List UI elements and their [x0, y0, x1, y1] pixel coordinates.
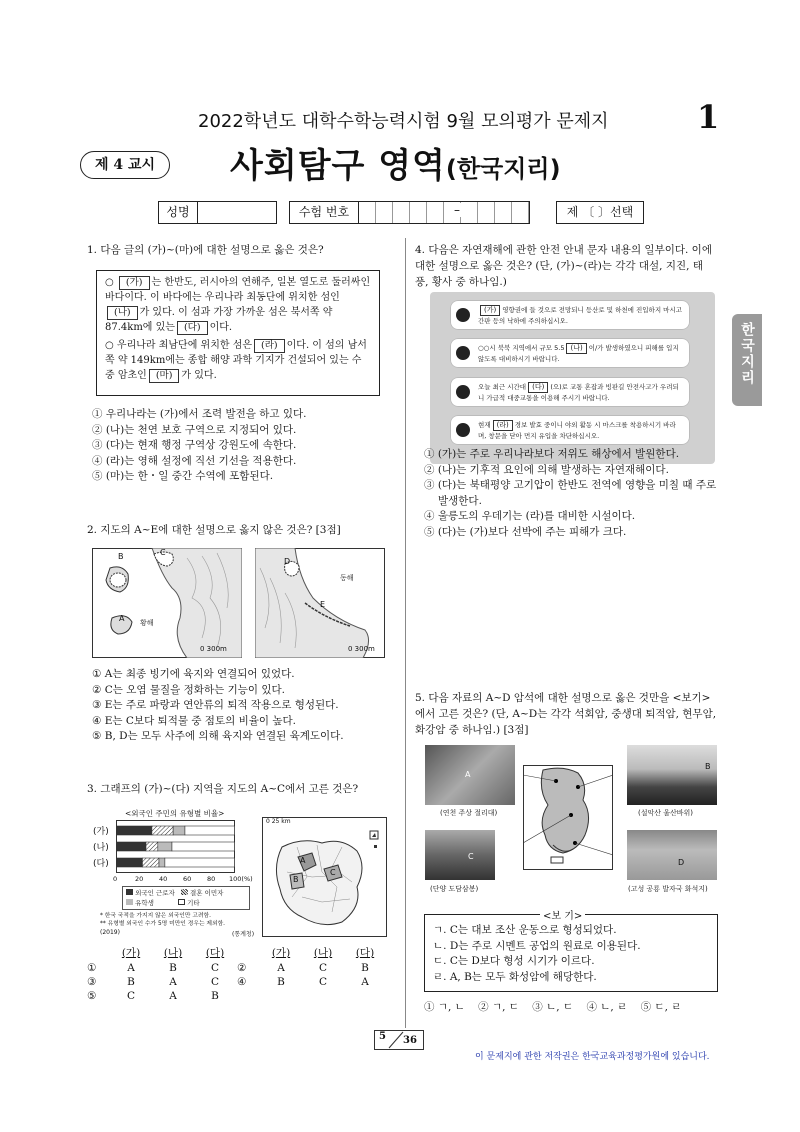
- q4-message-panel: [430, 292, 715, 464]
- q3-answer-header: (가) (나) (다) (가) (나) (다): [121, 947, 375, 959]
- q2-option-3[interactable]: ③ E는 주로 파랑과 연안류의 퇴적 작용으로 형성된다.: [92, 699, 339, 711]
- q3-answer-table: [86, 944, 386, 1003]
- q2-map-left: [92, 548, 242, 658]
- q3-bar-segment: [185, 826, 235, 835]
- q1-stem: 1. 다음 글의 (가)~(마)에 대한 설명으로 옳은 것은?: [87, 244, 324, 256]
- q3-bars: [117, 826, 235, 867]
- q3-bar-segment: [152, 826, 173, 835]
- q5-photo-d: [627, 830, 717, 880]
- name-label: 성명: [158, 201, 198, 224]
- q5-bogi-title: <보 기>: [540, 907, 585, 922]
- tick-100: 100(%): [229, 875, 253, 883]
- alert-blank-da: (다): [528, 382, 548, 393]
- page-total: 36: [403, 1035, 417, 1046]
- speaker-icon: [456, 346, 470, 360]
- q5-bogi-list: [433, 923, 641, 985]
- q3-source: (통계청): [232, 931, 255, 938]
- q1-passage: [96, 270, 380, 396]
- q3-map-scale: 0 25 km: [266, 818, 291, 825]
- q5-caption-b: (설악산 울산바위): [638, 809, 694, 817]
- q2-label-sea1: 황해: [140, 619, 154, 627]
- q2-label-e: E: [320, 600, 326, 609]
- q5-caption-d: (고성 공룡 발자국 화석지): [628, 885, 708, 893]
- q3-legend: [122, 886, 250, 910]
- legend-other: 기타: [178, 899, 200, 907]
- q3-bar-segment: [158, 842, 172, 851]
- alert-ra: 현재 (라) 경보 발효 중이니 야외 활동 시 마스크를 착용하시기 바라며, 창문을 닫아 먼지 유입을 차단하십시오.: [450, 415, 690, 445]
- tick-20: 20: [135, 875, 144, 883]
- q1-option-2[interactable]: ② (나)는 천연 보호 구역으로 지정되어 있다.: [92, 423, 297, 436]
- q3-answer-row-2[interactable]: ③ B A C ④ B C A: [87, 976, 369, 988]
- q1-option-5[interactable]: ⑤ (마)는 한・일 중간 수역에 포함된다.: [92, 470, 274, 482]
- q3-bar-segment: [159, 858, 165, 867]
- q5-bogi-box: [424, 911, 718, 992]
- q3-notes: [100, 912, 225, 928]
- q2-option-1[interactable]: ① A는 최종 빙기에 육지와 연결되어 있었다.: [92, 668, 295, 680]
- q3-chart-title: <외국인 주민의 유형별 비율>: [125, 809, 225, 818]
- page-number: 5: [379, 1031, 386, 1042]
- copyright-notice: 이 문제지에 관한 저작권은 한국교육과정평가원에 있습니다.: [475, 1052, 710, 1062]
- speaker-icon: [456, 308, 470, 322]
- q5-label-b: B: [705, 762, 711, 771]
- q3-bar-segment: [173, 826, 185, 835]
- alert-da: 오늘 최근 시간대 (다) (으)로 교통 혼잡과 빙판길 안전사고가 우려되니 가급적 대중교통을 이용해 주시기 바랍니다.: [450, 377, 690, 407]
- q3-note-1: * 한국 국적을 가지지 않은 외국인만 고려함.: [100, 913, 211, 919]
- name-field[interactable]: [197, 201, 277, 224]
- q2-label-b: B: [118, 552, 124, 561]
- q5-bogi-3: ㄷ. C는 D보다 형성 시기가 이르다.: [433, 955, 595, 967]
- alert-blank-na: (나): [566, 343, 586, 354]
- q4-option-4[interactable]: ④ 울릉도의 우데기는 (라)를 대비한 시설이다.: [424, 510, 636, 522]
- q2-label-sea2: 동해: [340, 574, 354, 582]
- q3-row-ga: (가): [93, 827, 109, 837]
- q3-map: [262, 817, 387, 937]
- q4-option-5[interactable]: ⑤ (다)는 (가)보다 선박에 주는 피해가 크다.: [424, 525, 627, 538]
- blank-da: (다): [177, 321, 208, 335]
- q5-bogi-2: ㄴ. D는 주로 시멘트 공업의 원료로 이용된다.: [433, 939, 641, 952]
- page-number-box: [374, 1030, 424, 1050]
- q4-options: [424, 447, 719, 540]
- q3-map-a: A: [300, 856, 306, 865]
- q1-options: [92, 407, 397, 485]
- q4-option-3[interactable]: ③ (다)는 북태평양 고기압이 한반도 전역에 영향을 미칠 때 주로 발생한다.: [424, 479, 717, 507]
- legend-worker: 외국인 근로자: [126, 889, 175, 897]
- q5-caption-a: (연천 주상 절리대): [440, 809, 498, 817]
- tick-80: 80: [207, 875, 216, 883]
- exam-title: 2022학년도 대학수학능력시험 9월 모의평가 문제지: [198, 111, 609, 132]
- q1-para-2: ○ 우리나라 최남단에 위치한 섬은 (라) 이다. 이 섬의 남서쪽 약 149km에는 종합 해양 과학 기지가 건설되어 있는 수중 암초인 (마) 가 있다.: [105, 340, 367, 381]
- exam-number-label: 수험 번호: [289, 201, 359, 224]
- speaker-icon: [456, 423, 470, 437]
- choice-field[interactable]: 제 〔 〕선택: [556, 201, 644, 224]
- q5-label-d: D: [678, 858, 685, 867]
- q5-label-a: A: [465, 770, 471, 779]
- subject-sub: (한국지리): [445, 155, 561, 183]
- column-divider: [405, 238, 406, 1028]
- q5-stem: 5. 다음 자료의 A~D 암석에 대한 설명으로 옳은 것만을 <보기>에서 고른 것은? (단, A~D는 각각 석회암, 중생대 퇴적암, 현무암, 화강암 중 하나임.) [3점]: [415, 692, 717, 736]
- q3-bar-segment: [117, 826, 152, 835]
- q3-bar-segment: [172, 842, 235, 851]
- q3-map-c: C: [330, 868, 336, 877]
- tick-40: 40: [159, 875, 168, 883]
- side-tab-label: 한국지리: [739, 322, 755, 386]
- page-type-number: 1: [697, 98, 720, 136]
- q4-option-1[interactable]: ① (가)는 주로 우리나라보다 저위도 해상에서 발원한다.: [424, 448, 680, 460]
- alert-blank-ga: (가): [480, 305, 500, 316]
- subject-main: 사회탐구 영역: [230, 146, 446, 186]
- q1-para-1: ○ (가) 는 한반도, 러시아의 연해주, 일본 열도로 둘러싸인 바다이다. 이 바다에는 우리나라 최동단에 위치한 섬인(나) 가 있다. 이 섬과 가장 가까운 섬은 북서쪽 약 87.4km에 있는 (다) 이다.: [105, 277, 371, 333]
- q3-row-da: (다): [93, 859, 109, 869]
- q4-option-2[interactable]: ② (나)는 기후적 요인에 의해 발생하는 자연재해이다.: [424, 463, 669, 476]
- q5-korea-map: [523, 765, 613, 870]
- q3-row-na: (나): [93, 843, 109, 853]
- q5-answers[interactable]: ① ㄱ, ㄴ ② ㄱ, ㄷ ③ ㄴ, ㄷ ④ ㄴ, ㄹ ⑤ ㄷ, ㄹ: [424, 1001, 682, 1013]
- q1-option-4[interactable]: ④ (라)는 영해 설정에 직선 기선을 적용한다.: [92, 454, 297, 467]
- blank-na: (나): [107, 306, 138, 320]
- q2-label-d: D: [284, 557, 291, 566]
- q3-answer-row-1[interactable]: ① A B C ② A C B: [87, 962, 369, 974]
- q5-bogi-1: ㄱ. C는 대보 조산 운동으로 형성되었다.: [433, 924, 617, 936]
- q3-answer-row-3[interactable]: ⑤ C A B: [87, 990, 219, 1002]
- q2-scale-right: 0 300m: [348, 645, 375, 653]
- alert-ga: (가) 영향권에 들 것으로 전망되니 등산로 및 하천에 진입하지 마시고 간판 등의 낙하에 주의하십시오.: [450, 300, 690, 330]
- tick-0: 0: [113, 875, 118, 883]
- q5-photo-c: [425, 830, 495, 880]
- q3-year: (2019): [100, 929, 120, 936]
- legend-student: 유학생: [126, 899, 154, 907]
- q3-stem: 3. 그래프의 (가)~(다) 지역을 지도의 A~C에서 고른 것은?: [87, 783, 359, 795]
- q3-row-labels: [93, 824, 109, 872]
- blank-ga: (가): [119, 276, 150, 290]
- tick-60: 60: [183, 875, 192, 883]
- q2-scale-left: 0 300m: [200, 645, 227, 653]
- q4-stem: 4. 다음은 자연재해에 관한 안전 안내 문자 내용의 일부이다. 이에 대한 설명으로 옳은 것은? (단, (가)~(라)는 각각 대설, 지진, 태풍, 황사 중 하나임.): [415, 244, 712, 288]
- period-badge: [80, 151, 170, 179]
- q2-option-2[interactable]: ② C는 오염 물질을 정화하는 기능이 있다.: [92, 683, 285, 696]
- period-label: 제 4 교시: [94, 157, 156, 173]
- q5-photo-b: [627, 745, 717, 805]
- speaker-icon: [456, 385, 470, 399]
- subject-title: [230, 138, 561, 187]
- q3-map-b: B: [293, 875, 299, 884]
- q2-options: [92, 667, 397, 745]
- exam-number-field[interactable]: [358, 201, 530, 224]
- blank-ma: (마): [149, 369, 180, 383]
- q3-bar-segment: [117, 858, 143, 867]
- legend-marriage: 결혼 이민자: [181, 889, 224, 897]
- exam-number-dash: –: [454, 203, 460, 217]
- q3-bar-segment: [117, 842, 147, 851]
- q3-note-2: ** 유형별 외국인 수가 5명 미만인 경우는 제외함.: [100, 921, 226, 927]
- q5-caption-c: (단양 도담삼봉): [430, 885, 479, 893]
- side-tab: [732, 314, 762, 406]
- q1-option-3[interactable]: ③ (다)는 현재 행정 구역상 강원도에 속한다.: [92, 439, 297, 451]
- alert-blank-ra: (라): [493, 420, 513, 431]
- q3-bar-chart: [116, 820, 240, 876]
- q2-option-5[interactable]: ⑤ B, D는 모두 사주에 의해 육지와 연결된 육계도이다.: [92, 730, 344, 742]
- alert-na: ○○시 북북 지역에서 규모 5.5 (나) 이/가 발생하였으니 피해를 입지 않도록 대비하시기 바랍니다.: [450, 338, 690, 368]
- q2-label-c: C: [160, 548, 166, 557]
- info-row: [158, 201, 643, 224]
- q5-label-c: C: [468, 852, 474, 861]
- blank-ra: (라): [254, 339, 285, 353]
- q1-option-1[interactable]: ① 우리나라는 (가)에서 조력 발전을 하고 있다.: [92, 408, 307, 420]
- q3-bar-segment: [146, 842, 158, 851]
- q2-option-4[interactable]: ④ E는 C보다 퇴적물 중 점토의 비율이 높다.: [92, 714, 296, 727]
- q2-stem: 2. 지도의 A~E에 대한 설명으로 옳지 않은 것은? [3점]: [87, 524, 341, 536]
- q5-bogi-4: ㄹ. A, B는 모두 화성암에 해당한다.: [433, 970, 597, 983]
- q2-label-a: A: [119, 614, 125, 623]
- q3-bar-segment: [142, 858, 159, 867]
- q3-bar-segment: [165, 858, 235, 867]
